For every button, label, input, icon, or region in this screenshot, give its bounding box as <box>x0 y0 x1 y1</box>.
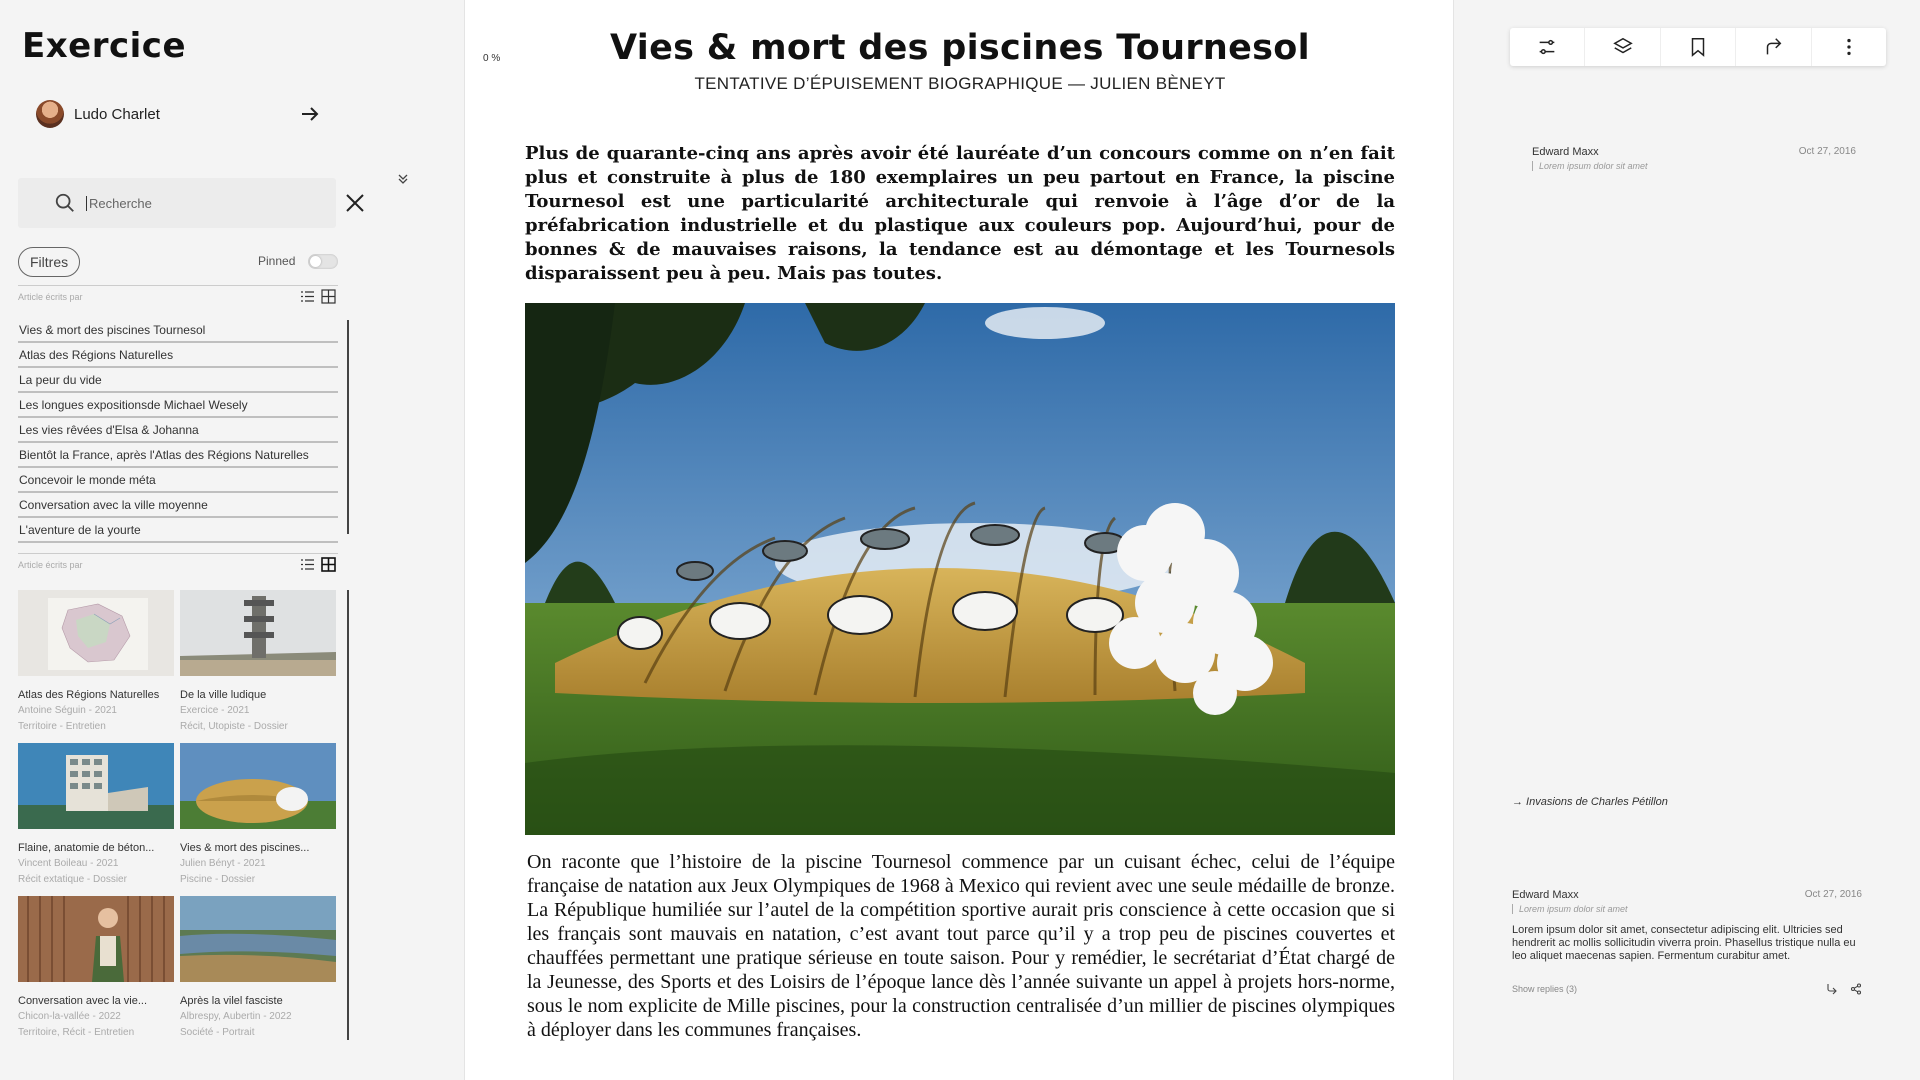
pinned-label: Pinned <box>258 254 296 268</box>
chevrons-down-icon[interactable] <box>396 172 410 186</box>
list-section-label: Article écrits par <box>18 292 83 302</box>
filters-button[interactable]: Filtres <box>18 247 80 277</box>
more-vertical-icon <box>1838 36 1860 58</box>
sidebar <box>0 0 464 1080</box>
grid-view-icon[interactable] <box>321 289 336 304</box>
card-meta: Exercice - 2021 <box>180 705 250 716</box>
card-meta: Albrespy, Aubertin - 2022 <box>180 1011 292 1022</box>
card-meta: Société - Portrait <box>180 1027 255 1038</box>
search-box <box>18 178 336 228</box>
article-card[interactable] <box>180 743 336 896</box>
user-name: Ludo Charlet <box>74 105 160 123</box>
article-list-item[interactable]: Les longues expositionsde Michael Wesely <box>18 393 338 418</box>
card-meta: Chicon-la-vallée - 2022 <box>18 1011 121 1022</box>
card-thumbnail-building <box>18 743 174 829</box>
comment-author: Edward Maxx <box>1532 146 1599 158</box>
search-input[interactable] <box>86 196 306 211</box>
section-divider <box>18 553 338 554</box>
arrow-right-icon[interactable] <box>298 102 322 126</box>
share-arrow-icon <box>1762 36 1784 58</box>
card-title: Après la vilel fasciste <box>180 995 283 1007</box>
user-row[interactable] <box>36 98 322 130</box>
comments-panel <box>1455 0 1920 1080</box>
share-button[interactable] <box>1736 28 1811 66</box>
grid-scrollbar[interactable] <box>347 590 349 1040</box>
list-view-icon[interactable] <box>300 557 315 572</box>
grid-view-icon[interactable] <box>321 557 336 572</box>
card-meta: Piscine - Dossier <box>180 874 256 885</box>
card-thumbnail-tower <box>180 590 336 676</box>
close-icon[interactable] <box>344 192 366 214</box>
card-title: De la ville ludique <box>180 689 267 701</box>
article-list-item[interactable]: Vies & mort des piscines Tournesol <box>18 318 338 343</box>
article-list-item[interactable]: La peur du vide <box>18 368 338 393</box>
card-meta: Antoine Séguin - 2021 <box>18 705 117 716</box>
article-subtitle: TENTATIVE D’ÉPUISEMENT BIOGRAPHIQUE — JULIEN BÈNEYT <box>694 74 1226 93</box>
section-divider <box>18 285 338 286</box>
article-title: Vies & mort des piscines Tournesol <box>610 28 1310 68</box>
article-list-item[interactable]: L'aventure de la yourte <box>18 518 338 543</box>
sliders-icon <box>1536 36 1558 58</box>
card-meta: Récit extatique - Dossier <box>18 874 127 885</box>
comment-quote: Lorem ipsum dolor sit amet <box>1532 161 1856 171</box>
card-title: Conversation avec la vie... <box>18 995 148 1007</box>
card-meta: Julien Bényt - 2021 <box>180 858 266 869</box>
related-link[interactable]: → Invasions de Charles Pétillon <box>1512 796 1668 808</box>
more-button[interactable] <box>1812 28 1886 66</box>
card-thumbnail-landscape <box>180 896 336 982</box>
article-list-item[interactable]: Conversation avec la ville moyenne <box>18 493 338 518</box>
card-title: Vies & mort des piscines... <box>180 842 310 854</box>
card-thumbnail-dome <box>180 743 336 829</box>
search-icon <box>54 192 76 214</box>
card-meta: Territoire - Entretien <box>18 721 106 732</box>
toolbar <box>1510 28 1886 66</box>
view-toggle <box>300 289 336 304</box>
card-meta: Récit, Utopiste - Dossier <box>180 721 288 732</box>
comment-card[interactable] <box>1532 146 1856 171</box>
comment-date: Oct 27, 2016 <box>1804 889 1862 900</box>
comment-date: Oct 27, 2016 <box>1798 146 1856 157</box>
article-card[interactable] <box>18 896 174 1049</box>
layers-icon <box>1612 36 1634 58</box>
article-card[interactable] <box>180 896 336 1049</box>
comment-author: Edward Maxx <box>1512 889 1579 901</box>
article-card-grid <box>18 590 338 1049</box>
article-lead: Plus de quarante-cinq ans après avoir été lauréate d’un concours comme on n’en fait plus et construite à plus de 180 exemplaires un peu partout en France, la piscine Tournesol est une particularité architecturale qui renvoie à l’âge d’or de la préfabrication industrielle et du plastique aux couleurs pop. Aujourd’hui, pour de bonnes & de mauvaises raisons, la tendance est au démontage et les Tournesols disparaissent peu à peu. Mais pas toutes. <box>525 143 1395 284</box>
reading-progress: 0 % <box>483 53 501 64</box>
list-view-icon[interactable] <box>300 289 315 304</box>
comment-body: Lorem ipsum dolor sit amet, consectetur adipiscing elit. Ultricies sed hendrerit ac mollis sollicitudin viverra proin. Phasellus tristique nulla eu leo aliquet maecenas sapien. Fermentum curabitur amet. <box>1512 924 1856 962</box>
card-thumbnail-map <box>18 590 174 676</box>
share-icon[interactable] <box>1850 983 1862 995</box>
card-title: Atlas des Régions Naturelles <box>18 689 160 701</box>
show-replies-link[interactable]: Show replies (3) <box>1512 984 1578 994</box>
article-body: On raconte que l’histoire de la piscine Tournesol commence par un cuisant échec, celui de l’équipe française de natation aux Jeux Olympiques de 1968 à Mexico qui revient avec une seule médaille de bronze. La République humiliée sur l’autel de la compétition sportive aurait pris conscience à cette occasion que si les français sont mauvais en natation, c’est avant tout parce qu’il y a trop peu de piscines couvertes et chauffées permettant une pratique sérieuse en toute saison. Pour y remédier, le secrétariat d’État chargé de la Jeunesse, des Sports et des Loisirs de l’époque lance dès l’année suivante un appel à projets hors-norme, sous le nom explicite de Mille piscines, pour la construction centralisée d’un millier de piscines olympiques à déployer dans les communes françaises. <box>527 851 1395 1041</box>
card-meta: Vincent Boileau - 2021 <box>18 858 119 869</box>
article-list-item[interactable]: Les vies rêvées d'Elsa & Johanna <box>18 418 338 443</box>
app-title: Exercice <box>22 26 187 66</box>
bookmark-icon <box>1687 36 1709 58</box>
card-title: Flaine, anatomie de béton... <box>18 842 155 854</box>
view-toggle <box>300 557 336 572</box>
article-list-item[interactable]: Concevoir le monde méta <box>18 468 338 493</box>
bookmark-button[interactable] <box>1661 28 1736 66</box>
avatar <box>36 100 64 128</box>
reply-icon[interactable] <box>1826 983 1838 995</box>
comment-card[interactable] <box>1512 889 1862 995</box>
comment-quote: Lorem ipsum dolor sit amet <box>1512 904 1862 914</box>
pinned-toggle[interactable] <box>308 254 338 269</box>
grid-section-label: Article écrits par <box>18 560 83 570</box>
layers-button[interactable] <box>1585 28 1660 66</box>
card-meta: Territoire, Récit - Entretien <box>18 1027 135 1038</box>
list-scrollbar[interactable] <box>347 320 349 534</box>
card-thumbnail-portrait <box>18 896 174 982</box>
article-card[interactable] <box>180 590 336 743</box>
hero-image-tournesol-dome <box>525 303 1395 835</box>
article-card[interactable] <box>18 590 174 743</box>
article-panel <box>464 0 1454 1080</box>
article-list <box>18 318 338 543</box>
article-card[interactable] <box>18 743 174 896</box>
article-list-item[interactable]: Bientôt la France, après l'Atlas des Régions Naturelles <box>18 443 338 468</box>
article-list-item[interactable]: Atlas des Régions Naturelles <box>18 343 338 368</box>
settings-button[interactable] <box>1510 28 1585 66</box>
